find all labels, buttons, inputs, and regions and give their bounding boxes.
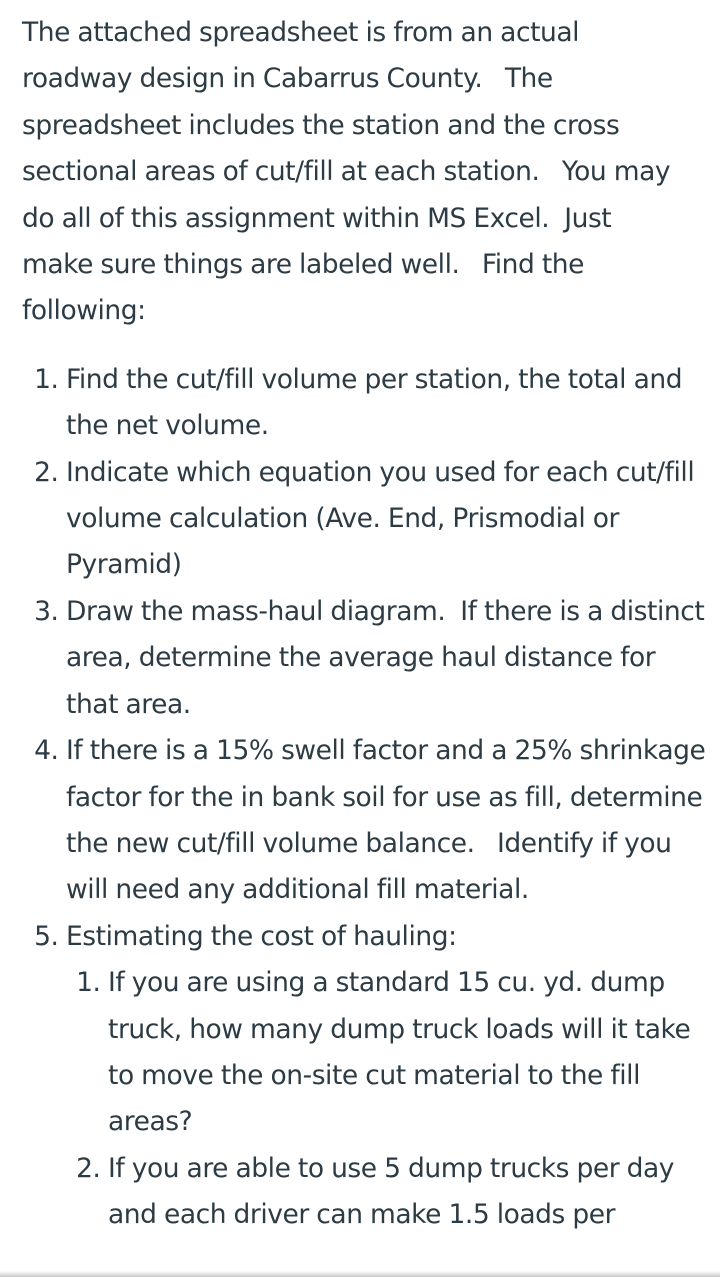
task-item-3: 3. Draw the mass-haul diagram. If there is a distinct area, determine the average haul distance for that area. (66, 589, 706, 728)
task-list (22, 357, 706, 1239)
task-item-5-label: Estimating the cost of hauling: (66, 920, 457, 952)
task-item-1: 1. Find the cut/fill volume per station, the total and the net volume. (66, 357, 706, 450)
intro-paragraph: The attached spreadsheet is from an actual roadway design in Cabarrus County. The spreadsheet includes the station and the cross sectional areas of cut/fill at each station. You may do all of this assignment within MS Excel. Just make sure things are labeled well. Find the following: (22, 17, 671, 327)
subtask-item-2: 2. If you are able to use 5 dump trucks per day and each driver can make 1.5 loads per (108, 1146, 706, 1239)
bottom-edge (0, 1271, 720, 1277)
assignment-content (22, 10, 706, 1239)
task-item-2: 2. Indicate which equation you used for each cut/fill volume calculation (Ave. End, Prismodial or Pyramid) (66, 450, 706, 589)
subtask-list (66, 960, 706, 1238)
subtask-item-1: 1. If you are using a standard 15 cu. yd. dump truck, how many dump truck loads will it take to move the on-site cut material to the fill areas? (108, 960, 706, 1146)
task-item-4: 4. If there is a 15% swell factor and a 25% shrinkage factor for the in bank soil for use as fill, determine the new cut/fill volume balance. Identify if you will need any additional fill material. (66, 728, 706, 914)
task-item-5 (66, 914, 706, 1239)
